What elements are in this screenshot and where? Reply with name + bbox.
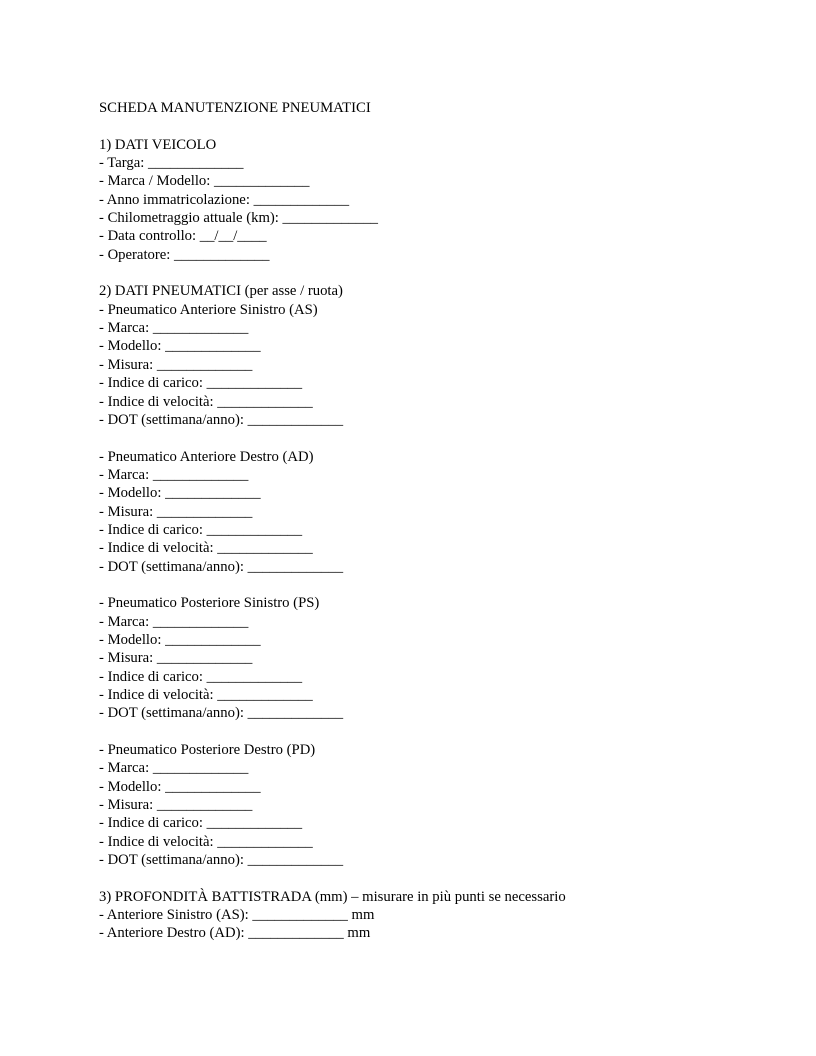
- tire-pd-label: - Pneumatico Posteriore Destro (PD): [99, 742, 316, 759]
- section-1-heading: 1) DATI VEICOLO: [99, 136, 217, 153]
- spacer: [99, 429, 739, 447]
- tire-as-label: - Pneumatico Anteriore Sinistro (AS): [99, 301, 318, 318]
- section-2-heading: 2) DATI PNEUMATICI (per asse / ruota): [99, 283, 343, 300]
- tire-ps-label: - Pneumatico Posteriore Sinistro (PS): [99, 595, 320, 612]
- field-chilometraggio: - Chilometraggio attuale (km): _____________: [99, 210, 379, 227]
- tire-ps-marca: - Marca: _____________: [99, 613, 249, 630]
- tire-ps-misura: - Misura: _____________: [99, 650, 253, 667]
- tire-ad-indice-carico: - Indice di carico: _____________: [99, 521, 303, 538]
- document-page: [99, 99, 739, 943]
- tire-ad-indice-velocita: - Indice di velocità: _____________: [99, 540, 313, 557]
- field-targa: - Targa: _____________: [99, 155, 244, 172]
- field-operatore: - Operatore: _____________: [99, 246, 270, 263]
- tire-pd-indice-carico: - Indice di carico: _____________: [99, 815, 303, 832]
- field-anno-immatricolazione: - Anno immatricolazione: _____________: [99, 191, 350, 208]
- tire-ps-dot: - DOT (settimana/anno): _____________: [99, 705, 344, 722]
- section-3-heading: 3) PROFONDITÀ BATTISTRADA (mm) – misurare in più punti se necessario: [99, 888, 566, 905]
- spacer: [99, 117, 739, 135]
- tire-pd-misura: - Misura: _____________: [99, 797, 253, 814]
- tire-ps-indice-velocita: - Indice di velocità: _____________: [99, 687, 313, 703]
- tire-pd-marca: - Marca: _____________: [99, 760, 249, 777]
- tread-depth-ad: - Anteriore Destro (AD): _____________ mm: [99, 925, 371, 942]
- tire-ad-label: - Pneumatico Anteriore Destro (AD): [99, 448, 314, 465]
- document-title: SCHEDA MANUTENZIONE PNEUMATICI: [99, 100, 371, 116]
- tire-ad-modello: - Modello: _____________: [99, 485, 261, 502]
- tire-ps-modello: - Modello: _____________: [99, 631, 261, 648]
- spacer: [99, 576, 739, 594]
- tire-ad-dot: - DOT (settimana/anno): _____________: [99, 558, 344, 575]
- tire-as-dot: - DOT (settimana/anno): _____________: [99, 411, 344, 428]
- field-marca-modello: - Marca / Modello: _____________: [99, 173, 310, 190]
- tire-as-marca: - Marca: _____________: [99, 320, 249, 337]
- tire-as-modello: - Modello: _____________: [99, 338, 261, 355]
- tire-as-indice-carico: - Indice di carico: _____________: [99, 375, 303, 392]
- tire-as-misura: - Misura: _____________: [99, 356, 253, 373]
- tire-pd-dot: - DOT (settimana/anno): _____________: [99, 852, 344, 869]
- tire-as-indice-velocita: - Indice di velocità: _____________: [99, 393, 313, 410]
- tire-pd-indice-velocita: - Indice di velocità: _____________: [99, 833, 313, 850]
- tire-ps-indice-carico: - Indice di carico: _____________: [99, 668, 303, 685]
- spacer: [99, 723, 739, 741]
- tire-ad-marca: - Marca: _____________: [99, 466, 249, 483]
- tread-depth-as: - Anteriore Sinistro (AS): _____________ mm: [99, 907, 375, 924]
- spacer: [99, 869, 739, 887]
- tire-ad-misura: - Misura: _____________: [99, 503, 253, 520]
- spacer: [99, 264, 739, 282]
- field-data-controllo: - Data controllo: __/__/____: [99, 228, 267, 245]
- tire-pd-modello: - Modello: _____________: [99, 778, 261, 795]
